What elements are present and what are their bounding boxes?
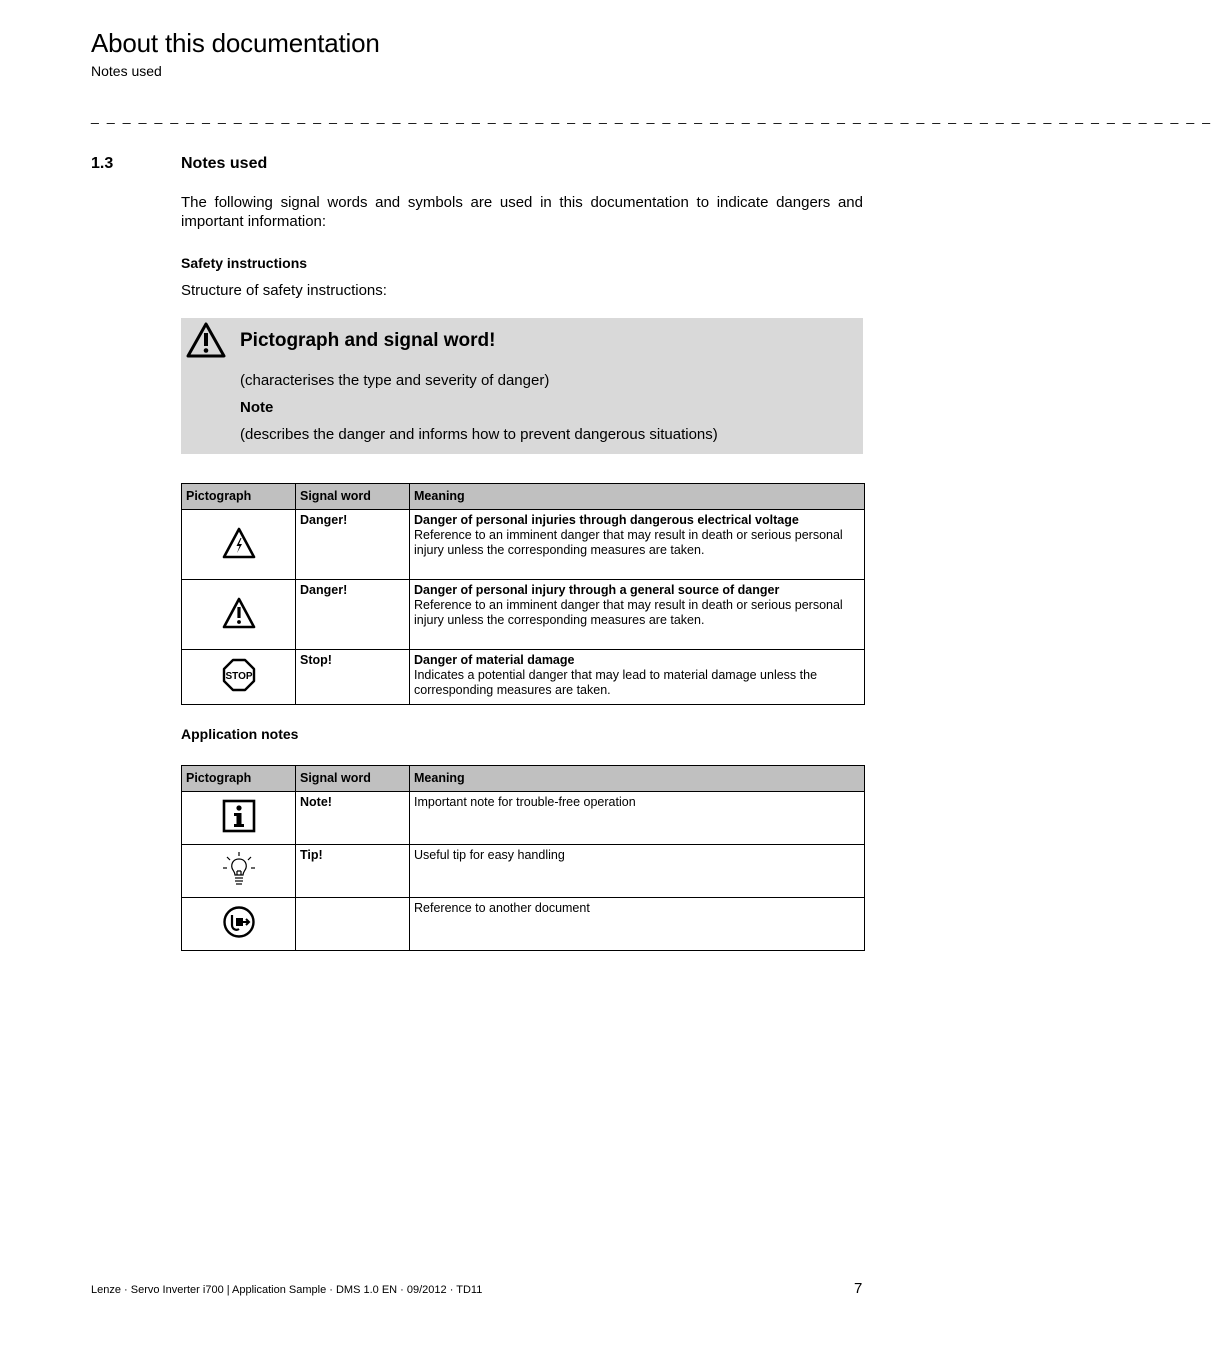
meaning-cell	[410, 510, 865, 580]
section-number: 1.3	[91, 155, 114, 172]
lightbulb-icon	[221, 851, 257, 887]
stop-icon	[222, 658, 256, 692]
meaning-text: Indicates a potential danger that may lead to material damage unless the corresponding measures are taken.	[414, 668, 818, 697]
application-notes-heading: Application notes	[181, 726, 299, 742]
safety-box-note-label: Note	[240, 399, 274, 416]
table-row	[182, 792, 865, 845]
table-row	[182, 845, 865, 898]
warning-triangle-icon	[185, 321, 227, 359]
meaning-text: Reference to an imminent danger that may result in death or serious personal	[414, 528, 843, 542]
safety-instruction-example-box	[181, 318, 863, 454]
table-header-row	[182, 766, 865, 792]
meaning-cell	[410, 580, 865, 650]
meaning-title: Danger of personal injuries through dangerous electrical voltage	[414, 513, 799, 527]
electrical-hazard-icon	[221, 526, 257, 560]
pictograph-cell	[182, 650, 296, 705]
signal-word-cell: Tip!	[296, 845, 410, 898]
table-row	[182, 510, 865, 580]
info-icon	[222, 799, 256, 833]
meaning-cell: Useful tip for easy handling	[410, 845, 865, 898]
safety-instructions-heading: Safety instructions	[181, 255, 308, 271]
column-header-signal-word: Signal word	[296, 766, 410, 792]
meaning-title: Danger of personal injury through a general source of danger	[414, 583, 780, 597]
pictograph-cell	[182, 792, 296, 845]
meaning-cell	[410, 650, 865, 705]
page-number: 7	[854, 1280, 863, 1297]
safety-structure-label: Structure of safety instructions:	[181, 282, 387, 299]
pictograph-cell	[182, 898, 296, 951]
application-notes-table	[181, 765, 865, 951]
meaning-cell: Reference to another document	[410, 898, 865, 951]
pictograph-cell	[182, 845, 296, 898]
safety-box-title: Pictograph and signal word!	[240, 330, 496, 351]
pictograph-cell	[182, 510, 296, 580]
meaning-text: injury unless the corresponding measures are taken.	[414, 613, 705, 627]
page-subtitle: Notes used	[91, 63, 162, 79]
signal-word-cell: Danger!	[296, 580, 410, 650]
footer-text: Lenze · Servo Inverter i700 | Application Sample · DMS 1.0 EN · 09/2012 · TD11	[91, 1284, 483, 1296]
column-header-meaning: Meaning	[410, 766, 865, 792]
signal-word-cell: Note!	[296, 792, 410, 845]
meaning-text: injury unless the corresponding measures are taken.	[414, 543, 705, 557]
signal-word-cell	[296, 898, 410, 951]
table-row	[182, 898, 865, 951]
signal-word-cell: Danger!	[296, 510, 410, 580]
column-header-signal-word: Signal word	[296, 484, 410, 510]
signal-word-cell: Stop!	[296, 650, 410, 705]
safety-box-line-2: (describes the danger and informs how to prevent dangerous situations)	[240, 426, 718, 443]
table-row	[182, 580, 865, 650]
header-divider: _ _ _ _ _ _ _ _ _ _ _ _ _ _ _ _ _ _ _ _ _ _ _ _ _ _ _ _ _ _ _ _ _ _ _ _ _ _ _ _ _ _ _ _ _ _ _ _ _ _ _ _ _ _ _ _ _ _ _ _ _ _ _ _ _ _ _ _ _ _ _	[91, 108, 1212, 124]
safety-box-line-1: (characterises the type and severity of danger)	[240, 372, 550, 389]
document-reference-icon	[222, 905, 256, 939]
stop-icon-text: STOP	[224, 671, 253, 682]
section-intro: The following signal words and symbols are used in this documentation to indicate dangers and important information:	[181, 194, 863, 230]
meaning-cell: Important note for trouble-free operation	[410, 792, 865, 845]
general-hazard-icon	[221, 596, 257, 630]
section-title: Notes used	[181, 155, 268, 172]
meaning-text: Reference to an imminent danger that may result in death or serious personal	[414, 598, 843, 612]
table-row	[182, 650, 865, 705]
column-header-meaning: Meaning	[410, 484, 865, 510]
page-title: About this documentation	[91, 28, 380, 58]
table-header-row	[182, 484, 865, 510]
safety-instructions-table	[181, 483, 865, 705]
pictograph-cell	[182, 580, 296, 650]
meaning-title: Danger of material damage	[414, 653, 575, 667]
column-header-pictograph: Pictograph	[182, 484, 296, 510]
column-header-pictograph: Pictograph	[182, 766, 296, 792]
